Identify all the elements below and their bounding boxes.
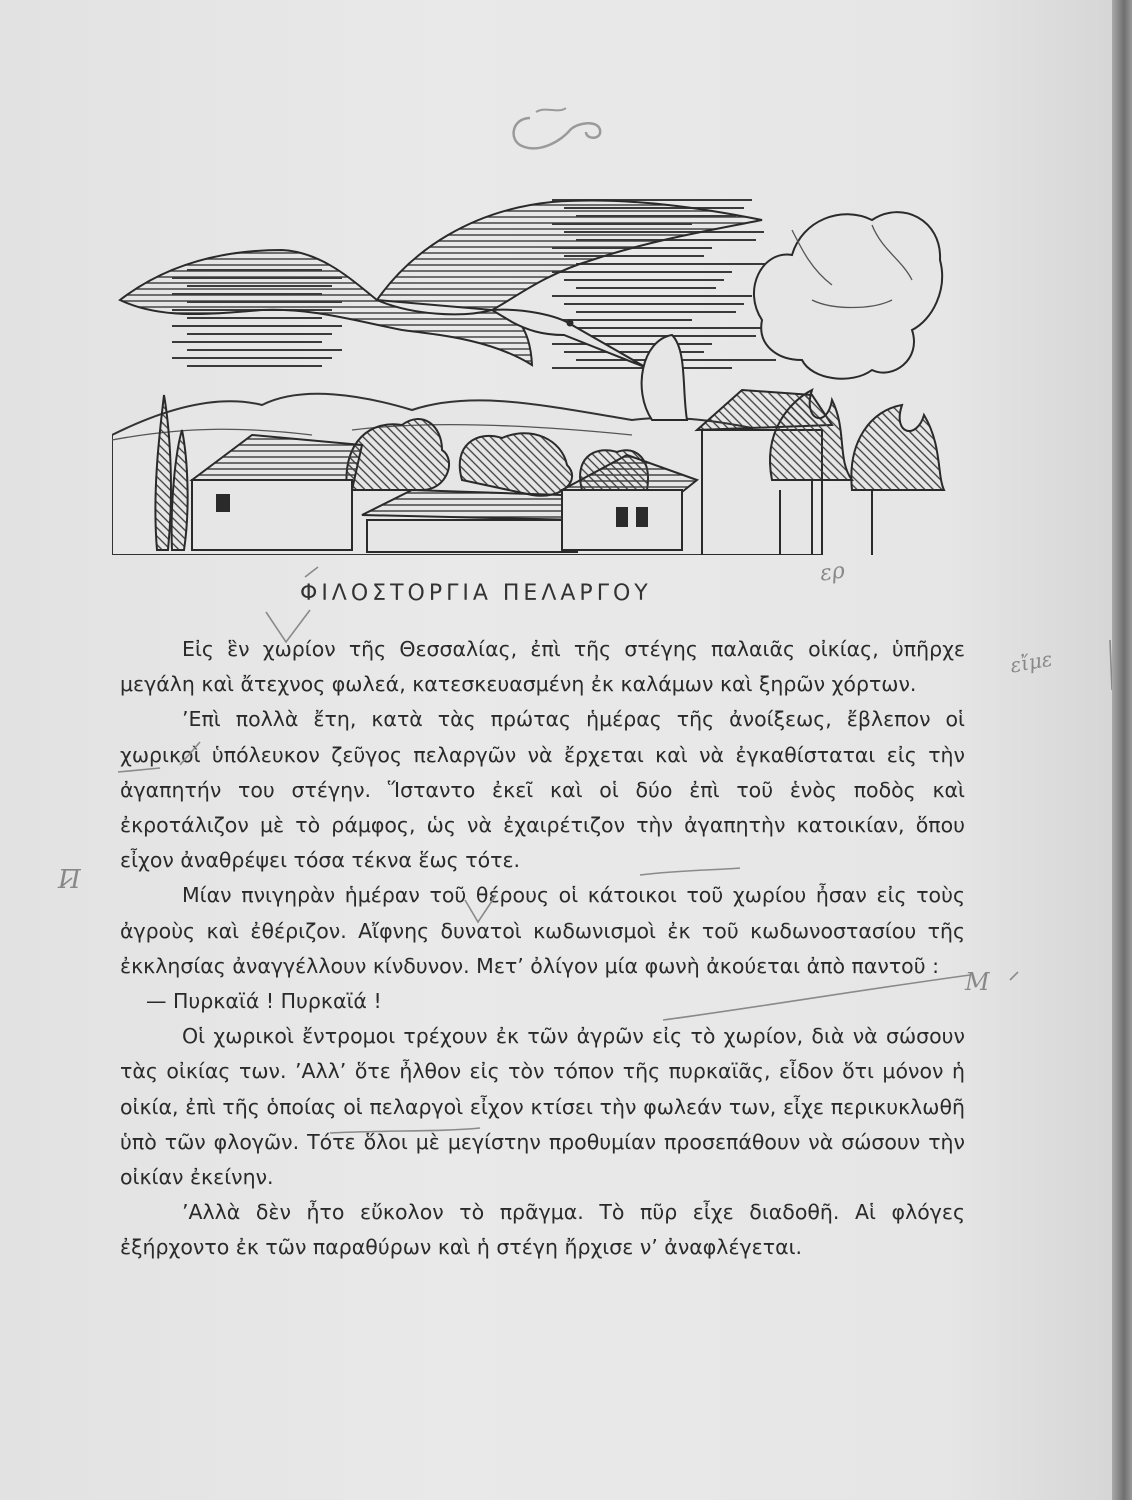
marginal-note: ερ xyxy=(818,558,847,587)
marginal-note: Π xyxy=(58,865,81,895)
story-text xyxy=(120,632,965,1266)
marginal-note: εἴμε xyxy=(1008,646,1055,678)
stork-fire-illustration xyxy=(112,190,948,555)
marginal-note: Μ xyxy=(965,968,990,996)
paragraph: Μίαν πνιγηρὰν ἡμέραν τοῦ θέρους οἱ κάτοικοι τοῦ χωρίου ἦσαν εἰς τοὺς ἀγροὺς καὶ ἐθέριζον. Αἴφνης δυνατοὶ κωδωνισμοὶ ἐκ τοῦ κωδωνοστασίου τῆς ἐκκλησίας ἀναγγέλλουν κίνδυνον. Μετ’ ὀλίγον μία φωνὴ ἀκούεται ἀπὸ παντοῦ : xyxy=(120,883,965,978)
paragraph: Εἰς ἓν χωρίον τῆς Θεσσαλίας, ἐπὶ τῆς στέγης παλαιᾶς οἰκίας, ὑπῆρχε μεγάλη καὶ ἄτεχνος φωλεά, κατεσκευασμένη ἐκ καλάμων καὶ ξηρῶν χόρτων. xyxy=(120,637,965,697)
pencil-ornament xyxy=(500,100,610,160)
paragraph: Οἱ χωρικοὶ ἔντρομοι τρέχουν ἐκ τῶν ἀγρῶν εἰς τὸ χωρίον, διὰ νὰ σώσουν τὰς οἰκίας των. ’Αλλ’ ὅτε ἦλθον εἰς τὸν τόπον τῆς πυρκαϊᾶς, εἶδον ὅτι μόνον ἡ οἰκία, ἐπὶ τῆς ὁποίας οἱ πελαργοὶ εἶχον κτίσει τὴν φωλεάν των, εἶχε περικυκλωθῆ ὑπὸ τῶν φλογῶν. Τότε ὅλοι μὲ μεγίστην προθυμίαν προσεπάθουν νὰ σώσουν τὴν οἰκίαν ἐκείνην. xyxy=(120,1024,965,1190)
dialog-line: — Πυρκαϊά ! Πυρκαϊά ! xyxy=(146,989,382,1014)
book-spine xyxy=(1112,0,1132,1500)
paragraph: ’Επὶ πολλὰ ἔτη, κατὰ τὰς πρώτας ἡμέρας τῆς ἀνοίξεως, ἔβλεπον οἱ χωρικοὶ ὑπόλευκον ζεῦγος πελαργῶν νὰ ἔρχεται καὶ νὰ ἐγκαθίσταται εἰς τὴν ἀγαπητήν του στέγην. Ἵσταντο ἐκεῖ καὶ οἱ δύο ἐπὶ τοῦ ἑνὸς ποδὸς καὶ ἐκροτάλιζον μὲ τὸ ράμφος, ὡς νὰ ἐχαιρέτιζον τὴν ἀγαπητὴν κατοικίαν, ὅπου εἶχον ἀναθρέψει τόσα τέκνα ἕως τότε. xyxy=(120,707,965,873)
paragraph: ’Αλλὰ δὲν ἦτο εὔκολον τὸ πρᾶγμα. Τὸ πῦρ εἶχε διαδοθῆ. Αἱ φλόγες ἐξήρχοντο ἐκ τῶν παραθύρων καὶ ἡ στέγη ἤρχισε ν’ ἀναφλέγεται. xyxy=(120,1200,965,1260)
page-title: ΦΙΛΟΣΤΟΡΓΙΑ ΠΕΛΑΡΓΟΥ xyxy=(300,581,652,606)
